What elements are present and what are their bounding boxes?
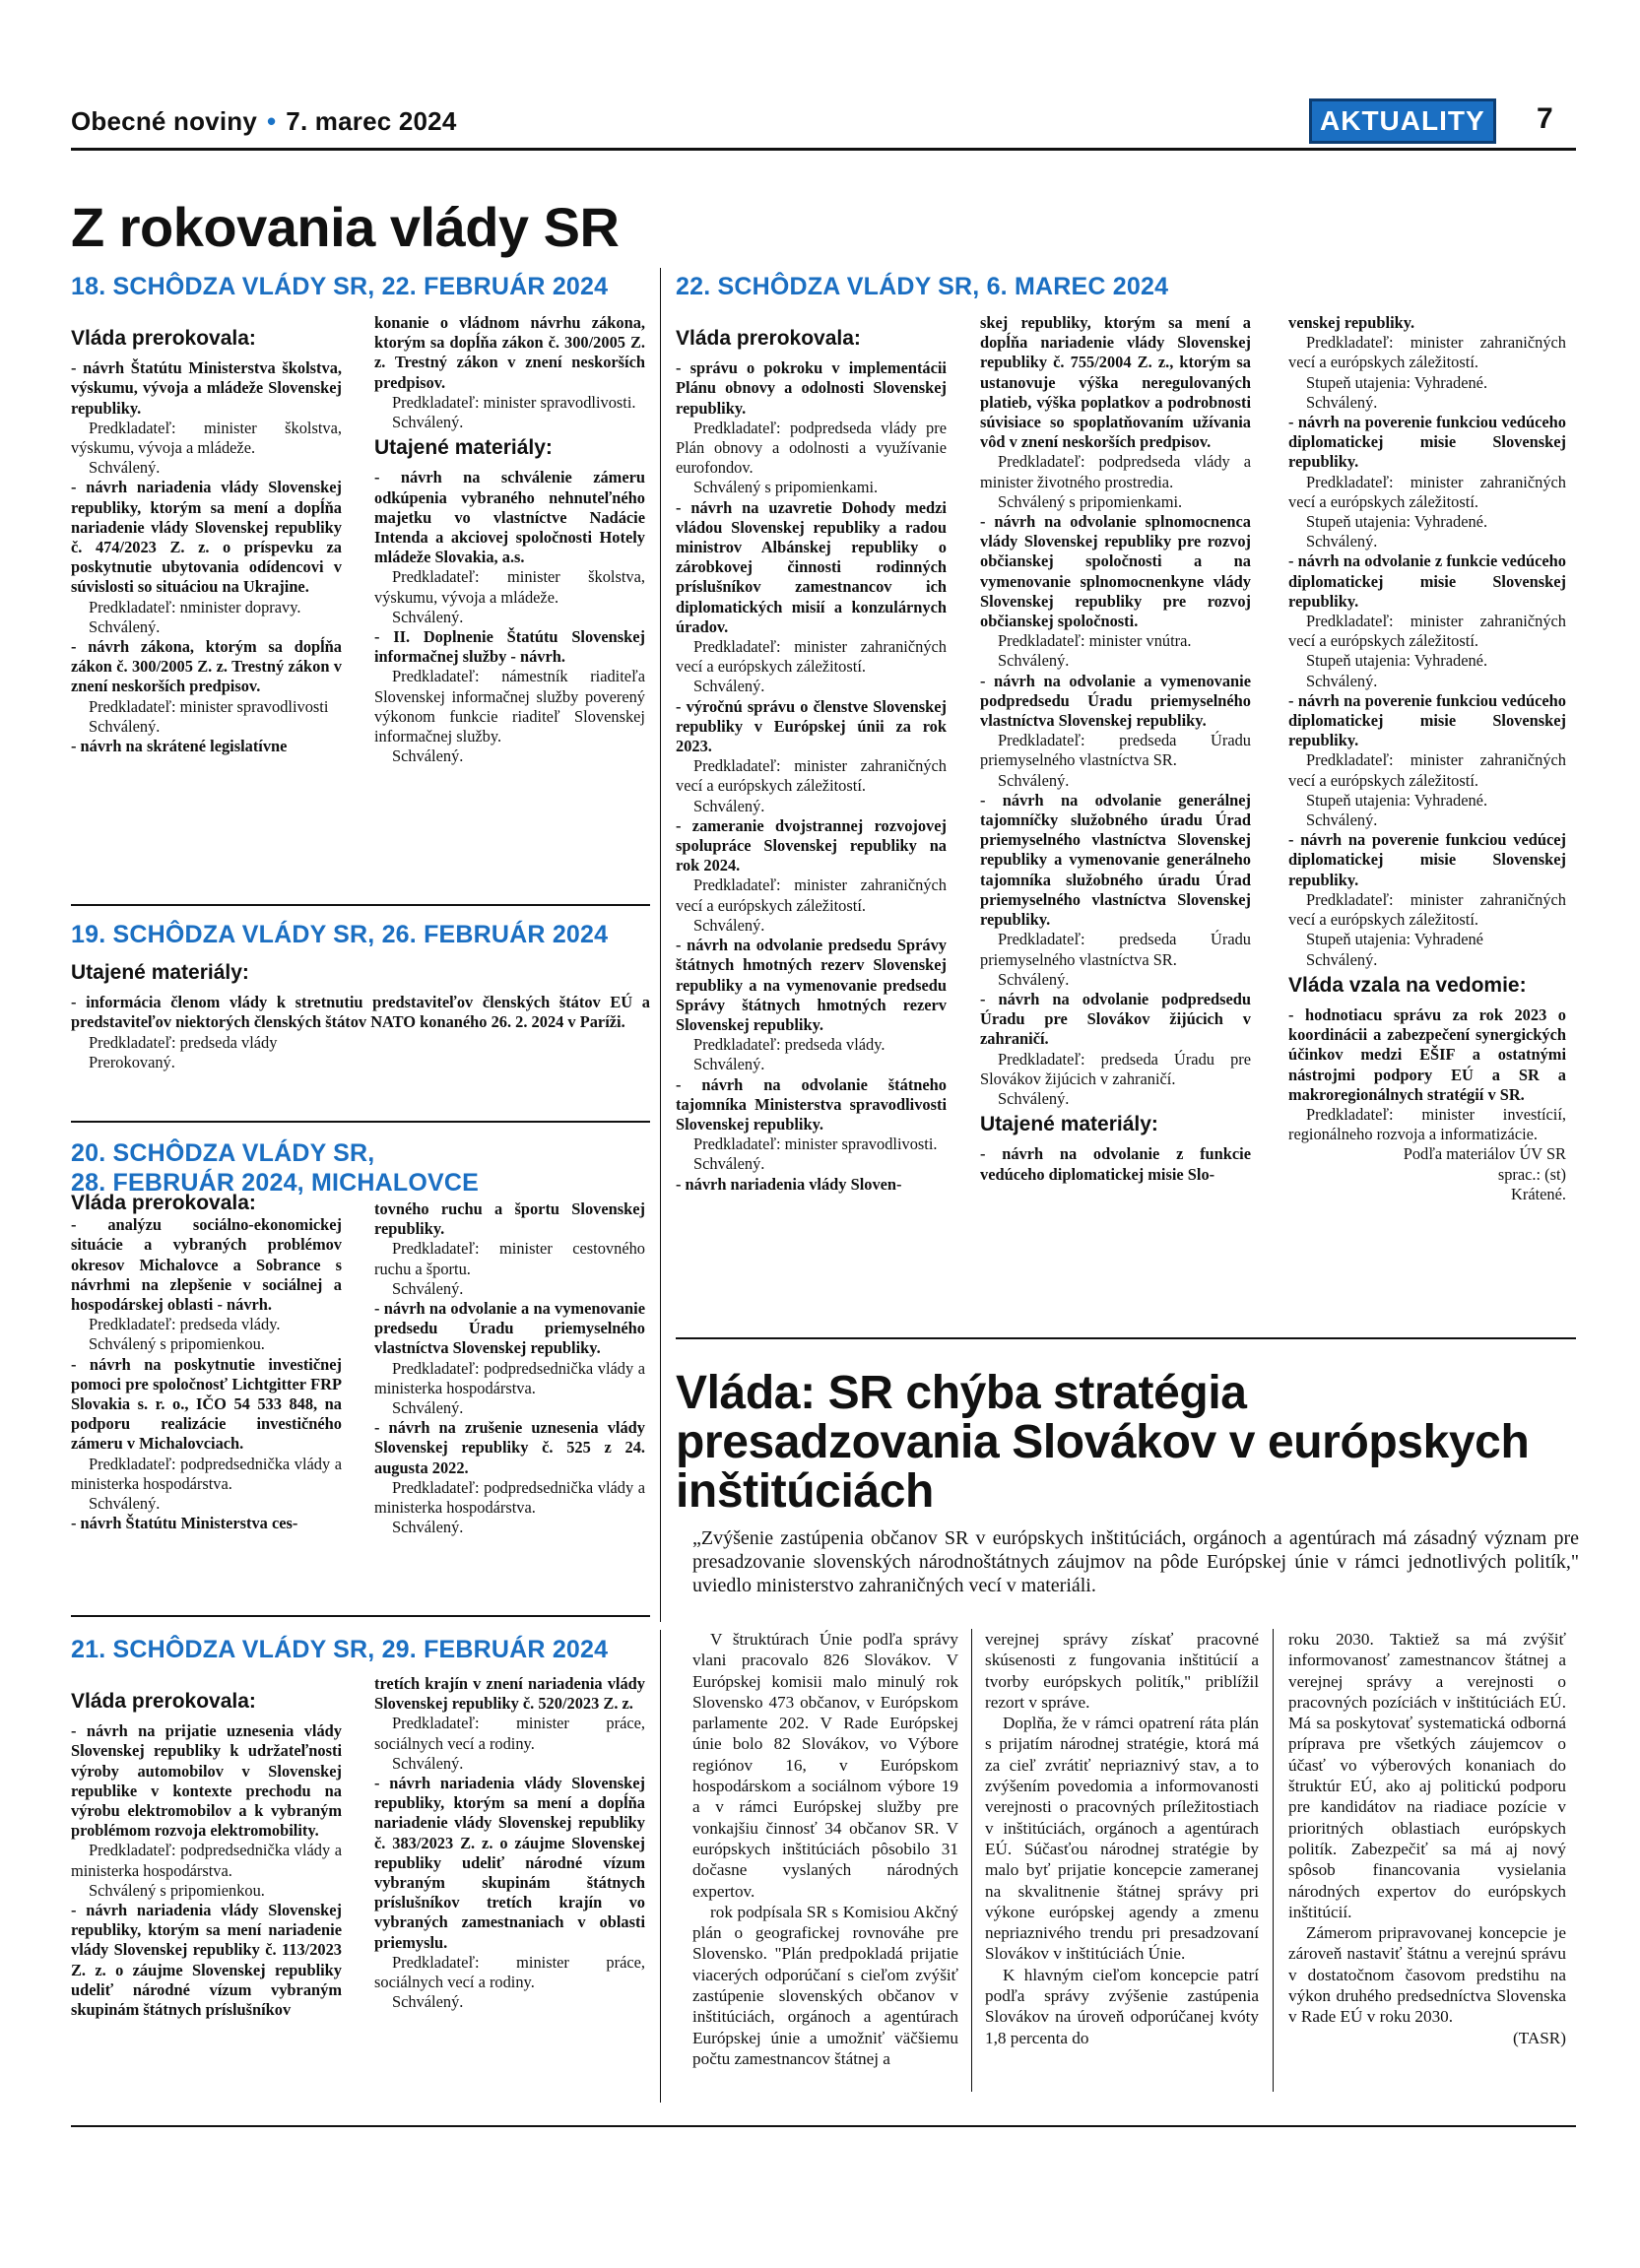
subhead: Vláda prerokovala:: [71, 1690, 256, 1713]
outcome: Schválený s pripomienkou.: [89, 1880, 265, 1900]
agenda-item: - návrh Štatútu Ministerstva školstva, výskumu, vývoja a mládeže Slovenskej republiky.: [71, 358, 342, 418]
outcome: Schválený.: [392, 607, 464, 626]
outcome: Schválený.: [392, 1518, 464, 1537]
submitter: Predkladateľ: nminister dopravy.: [89, 597, 301, 616]
paragraph: Doplňa, že v rámci opatrení ráta plán s prijatím národnej stratégie, ktorá má za cieľ zvrátiť nepriaznivý stav, a to zvýšením povedomia a informovanosti verejnosti o pracovných príležitostiach v inštitúciách, orgánoch a agentúrach EÚ. Súčasťou národnej stratégie by malo byť prijatie koncepcie zameranej na skvalitnenie štátnej správy pri výkone európskej agendy a zmenu nepriaznivého trendu pri presadzovaní Slovákov v inštitúciách Únie.: [985, 1714, 1259, 1964]
subhead: Vláda prerokovala:: [71, 1192, 256, 1214]
agenda-item: - návrh na poskytnutie investičnej pomoci pre spoločnosť Lichtgitter FRP Slovakia s. r. o., IČO 54 533 848, na podporu realizácie investičného zámeru v Michalovciach.: [71, 1354, 342, 1454]
detail-line: Stupeň utajenia: Vyhradené.: [1306, 372, 1488, 392]
outcome: Schválený.: [89, 716, 161, 736]
session-22-col1-items: [676, 358, 947, 1195]
submitter: Predkladateľ: podpredsednička vlády a ministerka hospodárstva.: [71, 1841, 342, 1880]
detail-line: Schválený.: [693, 796, 765, 815]
paragraph: K hlavným cieľom koncepcie patrí podľa správy zvýšenie zastúpenia Slovákov na úroveň odporúčanej kvóty 1,8 percenta do: [985, 1965, 1259, 2047]
agenda-item: - návrh na odvolanie predsedu Správy štátnych hmotných rezerv Slovenskej republiky a na vymenovanie predsedu Správy štátnych hmotných rezerv Slovenskej republiky.: [676, 936, 947, 1034]
outcome: Schválený.: [392, 1753, 464, 1773]
agenda-item: - návrh na zrušenie uznesenia vlády Slovenskej republiky č. 525 z 24. augusta 2022.: [374, 1418, 645, 1477]
detail-line: Predkladateľ: minister zahraničných vecí a európskych záležitostí.: [1288, 333, 1566, 372]
submitter: Predkladateľ: minister školstva, výskumu, vývoja a mládeže.: [374, 567, 645, 607]
submitter: Predkladateľ: podpredsednička vlády a ministerka hospodárstva.: [374, 1358, 645, 1397]
outcome: Schválený.: [392, 413, 464, 432]
agenda-item: - návrh nariadenia vlády Sloven-: [676, 1174, 902, 1194]
paragraph: V štruktúrach Únie podľa správy vlani pracovalo 826 Slovákov. V Európskej komisii malo minulý rok Slovensko 473 občanov, v Európskom parlamente 202. V Rade Európskej únie bolo 82 Slovákov, vo Výbore regiónov 16, v Európskom hospodárskom a sociálnom výbore 19 a v rámci Európskej služby pre vonkajšiu činnosť 34 občanov SR. V európskych inštitúciách pôsobilo 31 dočasne vyslaných národných expertov.: [692, 1630, 958, 1901]
agenda-item: - návrh nariadenia vlády Slovenskej republiky, ktorým sa mení nariadenie vlády Slovenskej republiky č. 113/2023 Z. z. o záujme Slovenskej republiky udeliť národné vízum vybraným skupinám štátnych príslušníkov: [71, 1901, 342, 2020]
detail-line: Stupeň utajenia: Vyhradené: [1306, 930, 1483, 949]
detail-line: Stupeň utajenia: Vyhradené.: [1306, 790, 1488, 810]
section-rule: [71, 1615, 650, 1617]
session-20-title: [71, 1138, 479, 1198]
agenda-item: - výročnú správu o členstve Slovenskej republiky v Európskej únii za rok 2023.: [676, 696, 947, 756]
detail-line: Schválený.: [1306, 671, 1378, 690]
session-22-col3: [1288, 313, 1566, 1204]
source-line: Podľa materiálov ÚV SR: [1403, 1144, 1566, 1164]
detail-line: Schválený.: [693, 1055, 765, 1074]
submitter: Predkladateľ: minister spravodlivosti.: [392, 392, 636, 412]
subhead: Utajené materiály:: [374, 436, 553, 460]
session-22-col1: [676, 323, 947, 1195]
agenda-item: - návrh na odvolanie štátneho tajomníka Ministerstva spravodlivosti Slovenskej republiky.: [676, 1074, 947, 1134]
session-21-col2: [374, 1674, 645, 2012]
detail-line: Predkladateľ: podpredseda vlády a minister životného prostredia.: [980, 452, 1251, 491]
agenda-item: - návrh na schválenie zámeru odkúpenia vybraného nehnuteľného majetku vo vlastníctve Nadácie Intenda a akciovej spoločnosti Hotely mládeže Slovakia, a.s.: [374, 468, 645, 567]
outcome: Schválený.: [392, 1992, 464, 2012]
session-20-col1: [71, 1194, 342, 1533]
submitter: Predkladateľ: predseda vlády.: [89, 1315, 281, 1334]
outcome: Schválený.: [392, 746, 464, 766]
submitter: Predkladateľ: minister školstva, výskumu, vývoja a mládeže.: [71, 418, 342, 458]
detail-line: Predkladateľ: predseda Úradu priemyselného vlastníctva SR.: [980, 930, 1251, 969]
submitter: Predkladateľ: predseda vlády: [89, 1032, 278, 1052]
section-tag: AKTUALITY: [1309, 98, 1496, 144]
paragraph: rok podpísala SR s Komisiou Akčný plán o geografickej rovnováhe pre Slovensko. "Plán predpokladá prijatie viacerých odporúčaní s cieľom zvýšiť zastúpenie slovenských občanov v inštitúciách, orgánoch a agentúrach Európskej únie a umožniť väčšiemu počtu zamestnancov štátnej a: [692, 1902, 958, 2068]
column-divider: [660, 268, 661, 1622]
page-title: Z rokovania vlády SR: [71, 196, 620, 258]
agenda-item: - informácia členom vlády k stretnutiu predstaviteľov členských štátov EÚ a predstaviteľov niektorých členských štátov NATO konaného 26. 2. 2024 v Paríži.: [71, 993, 650, 1032]
article-divider: [971, 1629, 972, 2092]
agenda-item: - návrh na poverenie funkciou vedúcej diplomatickej misie Slovenskej republiky.: [1288, 830, 1566, 889]
masthead: [71, 106, 456, 137]
detail-line: Predkladateľ: minister zahraničných vecí a európskych záležitostí.: [1288, 889, 1566, 930]
outcome: Schválený.: [392, 1398, 464, 1418]
paper-name: Obecné noviny: [71, 106, 257, 136]
session-19-title: 19. SCHÔDZA VLÁDY SR, 26. FEBRUÁR 2024: [71, 921, 609, 948]
session-22-col3-items: [1288, 313, 1566, 970]
article-divider: [1273, 1629, 1274, 2092]
agenda-item: - návrh nariadenia vlády Slovenskej republiky, ktorým sa mení a dopĺňa nariadenie vlády Slovenskej republiky č. 474/2023 Z. z. o príspevku za poskytnutie ubytovania odídencovi v súvislosti so situáciou na Ukrajine.: [71, 478, 342, 597]
agenda-item: konanie o vládnom návrhu zákona, ktorým sa dopĺňa zákon č. 300/2005 Z. z. Trestný zákon v znení neskorších predpisov.: [374, 313, 645, 392]
detail-line: Schválený.: [693, 915, 765, 935]
paragraph: Zámerom pripravovanej koncepcie je zároveň nastaviť štátnu a verejnú správu v dostatočnom časovom predstihu na výkon druhého predsedníctva Slovenska v Rade EÚ v roku 2030.: [1288, 1923, 1566, 2027]
detail-line: Predkladateľ: predseda Úradu pre Slovákov žijúcich v zahraničí.: [980, 1049, 1251, 1088]
detail-line: Schválený.: [1306, 392, 1378, 412]
article-col1: [692, 1629, 958, 2069]
article-col3: [1288, 1629, 1566, 2048]
agenda-item: - II. Doplnenie Štatútu Slovenskej informačnej služby - návrh.: [374, 627, 645, 667]
subhead: Utajené materiály:: [980, 1113, 1158, 1136]
agenda-item: - návrh na odvolanie splnomocnenca vlády Slovenskej republiky pre rozvoj občianskej spoločnosti a na vymenovanie splnomocnenkyne vlády Slovenskej republiky pre rozvoj občianskej spoločnosti.: [980, 512, 1251, 631]
detail-line: Schválený s pripomienkami.: [693, 478, 879, 497]
column-divider: [660, 1630, 661, 2103]
detail-line: Predkladateľ: minister zahraničných vecí a európskych záležitostí.: [676, 637, 947, 677]
detail-line: Schválený.: [693, 677, 765, 696]
paragraph: roku 2030. Taktiež sa má zvýšiť informovanosť zamestnancov štátnej a verejnej správy a verejnosti o pracovných pozíciách v inštitúciách EÚ. Má sa poskytovať systematická odborná príprava pre všetkých záujemcov o účasť vo výberových konaniach do štruktúr EÚ, ako aj politickú podporu pre kandidátov na riadiace pozície v prioritných oblastiach európskych politík. Zabezpečiť sa má aj nový spôsob financovania vysielania národných expertov do európskych inštitúcií.: [1288, 1630, 1566, 1921]
submitter: Predkladateľ: minister spravodlivosti: [89, 696, 329, 716]
subhead: Vláda vzala na vedomie:: [1288, 973, 1527, 997]
agenda-item: - návrh na odvolanie z funkcie vedúceho diplomatickej misie Slovenskej republiky.: [1288, 551, 1566, 611]
agenda-item: - návrh na uzavretie Dohody medzi vládou Slovenskej republiky a radou ministrov Albánskej republiky o zárobkovej činnosti rodinných príslušníkov zamestnancov ich diplomatických misií a konzulárnych úradov.: [676, 497, 947, 636]
footer-rule: [71, 2125, 1576, 2127]
session-20-col2: [374, 1199, 645, 1537]
session-20-title-line1: 20. SCHÔDZA VLÁDY SR,: [71, 1139, 375, 1167]
section-rule: [676, 1337, 1576, 1339]
detail-line: Predkladateľ: minister zahraničných vecí a európskych záležitostí.: [676, 875, 947, 915]
detail-line: Predkladateľ: podpredseda vlády pre Plán obnovy a odolnosti a využívanie eurofondov.: [676, 418, 947, 478]
agenda-item: - návrh na skrátené legislatívne: [71, 737, 288, 756]
session-22-col2-items: [980, 313, 1251, 1109]
section-rule: [71, 1121, 650, 1123]
session-18-col2: [374, 313, 645, 766]
detail-line: Schválený.: [1306, 949, 1378, 969]
submitter: Predkladateľ: minister investícií, regionálneho rozvoja a informatizácie.: [1288, 1104, 1566, 1144]
source-line: Krátené.: [1511, 1184, 1566, 1203]
detail-line: Schválený s pripomienkami.: [998, 491, 1183, 511]
agenda-item: skej republiky, ktorým sa mení a dopĺňa nariadenie vlády Slovenskej republiky č. 755/2004 Z. z., ktorým sa ustanovuje výška neregulovaných platieb, výška poplatkov a podrobnosti súvisiace so spoplatňovaním užívania vôd v znení neskorších predpisov.: [980, 313, 1251, 452]
session-22-col2: [980, 313, 1251, 1185]
agenda-item: tretích krajín v znení nariadenia vlády Slovenskej republiky č. 520/2023 Z. z.: [374, 1674, 645, 1714]
agenda-item: - návrh nariadenia vlády Slovenskej republiky, ktorým sa mení a dopĺňa nariadenie vlády Slovenskej republiky č. 383/2023 Z. z. o záujme Slovenskej republiky udeliť národné vízum vybraným skupinám štátnych príslušníkov tretích krajín vo vybraných zamestnaniach v oblasti priemyslu.: [374, 1774, 645, 1952]
outcome: Schválený.: [89, 1494, 161, 1514]
article-col2: [985, 1629, 1259, 2048]
session-22-title: 22. SCHÔDZA VLÁDY SR, 6. MAREC 2024: [676, 273, 1169, 300]
agenda-item: - hodnotiacu správu za rok 2023 o koordinácii a zabezpečení synergických účinkov medzi EŠIF a ostatnými nástrojmi podpory EÚ a SR a makroregionálnych stratégií v SR.: [1288, 1004, 1566, 1104]
outcome: Schválený.: [392, 1278, 464, 1298]
session-18-title: 18. SCHÔDZA VLÁDY SR, 22. FEBRUÁR 2024: [71, 273, 609, 300]
header-rule: [71, 148, 1576, 151]
issue-date: 7. marec 2024: [286, 106, 457, 136]
detail-line: Schválený.: [998, 651, 1070, 671]
detail-line: Predkladateľ: minister vnútra.: [998, 631, 1192, 651]
detail-line: Schválený.: [998, 1088, 1070, 1108]
agenda-item: - návrh na poverenie funkciou vedúceho diplomatickej misie Slovenskej republiky.: [1288, 413, 1566, 472]
detail-line: Predkladateľ: minister spravodlivosti.: [693, 1134, 938, 1154]
agenda-item: - návrh na odvolanie a vymenovanie podpredsedu Úradu priemyselného vlastníctva Slovenskej republiky.: [980, 671, 1251, 731]
detail-line: Predkladateľ: predseda Úradu priemyselného vlastníctva SR.: [980, 731, 1251, 770]
section-rule: [71, 904, 650, 906]
submitter: Predkladateľ: minister práce, sociálnych vecí a rodiny.: [374, 1714, 645, 1753]
submitter: Predkladateľ: námestník riaditeľa Slovenskej informačnej služby poverený výkonom funkcie riaditeľ Slovenskej informačnej služby.: [374, 667, 645, 746]
detail-line: Schválený.: [998, 969, 1070, 989]
agenda-item: - návrh Štatútu Ministerstva ces-: [71, 1514, 298, 1533]
detail-line: Predkladateľ: minister zahraničných vecí a európskych záležitostí.: [676, 756, 947, 796]
detail-line: Predkladateľ: predseda vlády.: [693, 1035, 886, 1055]
subhead: Vláda prerokovala:: [676, 327, 861, 350]
source-credit: (TASR): [1512, 2028, 1566, 2047]
subhead: Vláda prerokovala:: [71, 327, 256, 350]
page-number: 7: [1537, 102, 1553, 135]
session-20-title-line2: 28. FEBRUÁR 2024, MICHALOVCE: [71, 1169, 480, 1197]
outcome: Schválený s pripomienkou.: [89, 1334, 265, 1354]
session-19-body: [71, 957, 650, 1072]
agenda-item: - zameranie dvojstrannej rozvojovej spolupráce Slovenskej republiky na rok 2024.: [676, 815, 947, 875]
outcome: Prerokovaný.: [89, 1052, 175, 1071]
outcome: Schválený.: [89, 616, 161, 636]
submitter: Predkladateľ: podpredsednička vlády a ministerka hospodárstva.: [374, 1477, 645, 1518]
detail-line: Schválený.: [1306, 810, 1378, 830]
detail-line: Schválený.: [998, 770, 1070, 790]
outcome: Schválený.: [89, 458, 161, 478]
detail-line: Predkladateľ: minister zahraničných vecí a európskych záležitostí.: [1288, 472, 1566, 511]
submitter: Predkladateľ: podpredsednička vlády a ministerka hospodárstva.: [71, 1454, 342, 1493]
detail-line: Predkladateľ: minister zahraničných vecí a európskych záležitostí.: [1288, 612, 1566, 651]
agenda-item: - návrh na odvolanie z funkcie vedúceho diplomatickej misie Slo-: [980, 1144, 1251, 1184]
agenda-item: - návrh na prijatie uznesenia vlády Slovenskej republiky k udržateľnosti výroby automobilov v Slovenskej republike v kontexte prechodu na výrobu elektromobilov a k vybraným problémom rozvoja elektromobility.: [71, 1721, 342, 1841]
detail-line: Predkladateľ: minister zahraničných vecí a európskych záležitostí.: [1288, 750, 1566, 790]
agenda-item: tovného ruchu a športu Slovenskej republiky.: [374, 1199, 645, 1239]
session-21-col1: [71, 1686, 342, 2020]
agenda-item: venskej republiky.: [1288, 313, 1415, 332]
agenda-item: - návrh na odvolanie generálnej tajomníčky služobného úradu Úrad priemyselného vlastníctva Slovenskej republiky a vymenovanie generálneho tajomníka služobného úradu Úrad priemyselného vlastníctva Slovenskej republiky.: [980, 790, 1251, 930]
subhead: Utajené materiály:: [71, 961, 249, 984]
agenda-item: - analýzu sociálno-ekonomickej situácie a vybraných problémov okresov Michalovce a Sobrance s návrhmi na zlepšenie v sociálnej a hospodárskej oblasti - návrh.: [71, 1215, 342, 1315]
detail-line: Stupeň utajenia: Vyhradené.: [1306, 512, 1488, 532]
agenda-item: - návrh na poverenie funkciou vedúceho diplomatickej misie Slovenskej republiky.: [1288, 690, 1566, 750]
paragraph: verejnej správy získať pracovné skúsenosti z fungovania inštitúcií a tvorby európskych politík," priblížil rezort v správe.: [985, 1630, 1259, 1712]
submitter: Predkladateľ: minister cestovného ruchu a športu.: [374, 1239, 645, 1278]
separator-dot: •: [266, 106, 277, 136]
detail-line: Stupeň utajenia: Vyhradené.: [1306, 651, 1488, 671]
article-lead: „Zvýšenie zastúpenia občanov SR v európskych inštitúciách, orgánoch a agentúrach má zásadný význam pre presadzovanie slovenských národnoštátnych záujmov na pôde Európskej únie v rámci jednotlivých politík," uviedlo ministerstvo zahraničných vecí v materiáli.: [692, 1527, 1579, 1596]
agenda-item: - návrh na odvolanie a na vymenovanie predsedu Úradu priemyselného vlastníctva Slovenskej republiky.: [374, 1299, 645, 1358]
session-21-title: 21. SCHÔDZA VLÁDY SR, 29. FEBRUÁR 2024: [71, 1636, 609, 1663]
detail-line: Schválený.: [693, 1154, 765, 1174]
agenda-item: - správu o pokroku v implementácii Plánu obnovy a odolnosti Slovenskej republiky.: [676, 358, 947, 418]
agenda-item: - návrh na odvolanie podpredsedu Úradu pre Slovákov žijúcich v zahraničí.: [980, 989, 1251, 1049]
detail-line: Schválený.: [1306, 532, 1378, 551]
source-line: sprac.: (st): [1497, 1164, 1566, 1184]
session-18-col1: [71, 323, 342, 756]
agenda-item: - návrh zákona, ktorým sa dopĺňa zákon č. 300/2005 Z. z. Trestný zákon v znení neskorších predpisov.: [71, 637, 342, 696]
submitter: Predkladateľ: minister práce, sociálnych vecí a rodiny.: [374, 1952, 645, 1992]
article-headline: Vláda: SR chýba stratégia presadzovania Slovákov v európskych inštitúciách: [676, 1367, 1530, 1518]
